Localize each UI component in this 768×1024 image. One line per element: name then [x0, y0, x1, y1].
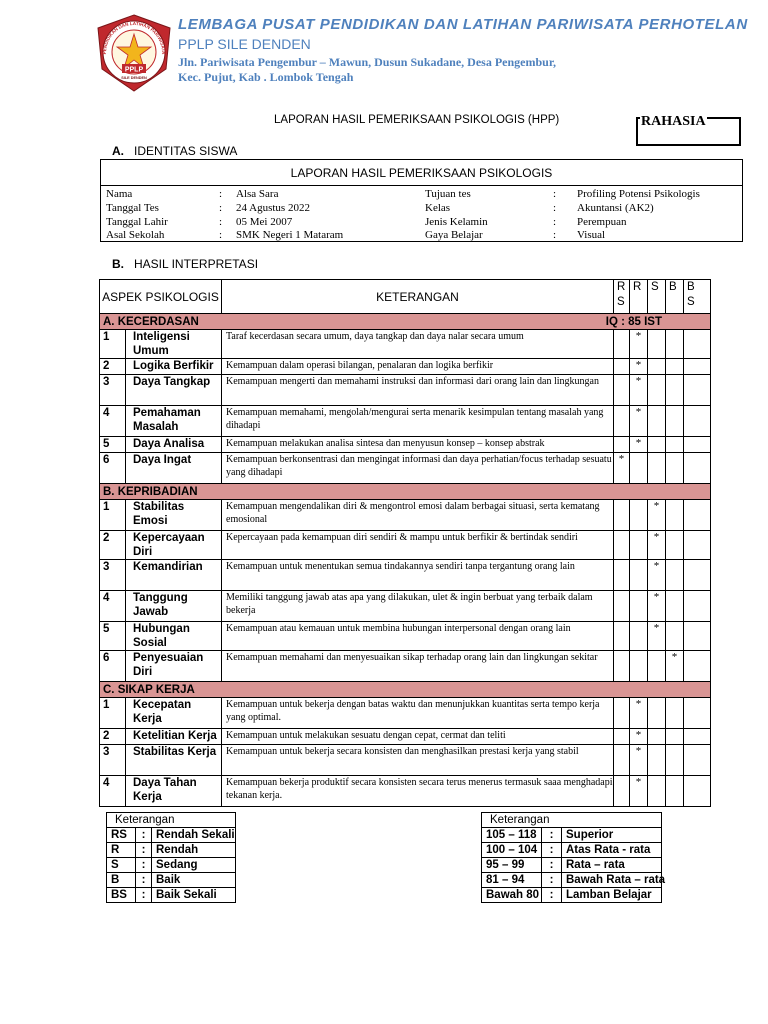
aspect-name: Kepercayaan Diri [126, 531, 222, 560]
identity-sep: : [553, 229, 557, 241]
item-number: 4 [100, 591, 126, 622]
identity-sep: : [219, 229, 223, 241]
identity-sep: : [219, 202, 223, 214]
item-number: 3 [100, 375, 126, 406]
item-number: 4 [100, 776, 126, 807]
rating-cell-bs [684, 776, 711, 807]
rating-cell-rs [614, 359, 630, 375]
aspect-name: Kecepatan Kerja [126, 698, 222, 729]
rating-cell-rs [614, 375, 630, 406]
table-header-row [100, 280, 711, 314]
item-number: 2 [100, 729, 126, 745]
rating-cell-b [666, 453, 684, 484]
aspect-name: Logika Berfikir [126, 359, 222, 375]
table-row [100, 776, 711, 807]
rating-cell-b [666, 591, 684, 622]
center-name: PPLP SILE DENDEN [178, 36, 311, 52]
address-line-1: Jln. Pariwisata Pengembur – Mawun, Dusun Sukadane, Desa Pengembur, [178, 55, 557, 69]
table-row [100, 375, 711, 406]
institution-logo [95, 14, 173, 92]
rating-mark: * [635, 698, 642, 710]
rating-mark: * [635, 745, 642, 757]
aspect-description: Kemampuan untuk bekerja secara konsisten dan menghasilkan prestasi kerja yang stabil [222, 745, 614, 776]
aspect-description: Kemampuan bekerja produktif secara konsisten secara terus menerus termasuk saaa menghadapi tekanan kerja. [222, 776, 614, 807]
b-column-header: B [666, 280, 684, 314]
identity-row [101, 215, 742, 229]
rating-cell-bs [684, 560, 711, 591]
item-number: 4 [100, 406, 126, 437]
identity-value: Visual [577, 229, 606, 241]
aspect-name: Kemandirian [126, 560, 222, 591]
identity-row [101, 228, 742, 242]
legend-meaning: Rendah [152, 843, 236, 858]
legend-title: Keterangan [107, 813, 236, 828]
identity-value: Profiling Potensi Psikologis [577, 188, 700, 200]
rating-cell-bs [684, 745, 711, 776]
rating-cell-s [648, 591, 666, 622]
rating-cell-b [666, 651, 684, 682]
category-row [100, 484, 711, 500]
rating-cell-r [630, 776, 648, 807]
rating-cell-rs [614, 776, 630, 807]
rating-cell-b [666, 531, 684, 560]
rating-cell-bs [684, 531, 711, 560]
rating-cell-r [630, 406, 648, 437]
legend-code: S [107, 858, 136, 873]
section-b-title: HASIL INTERPRETASI [134, 257, 259, 271]
rating-cell-bs [684, 622, 711, 651]
legend-meaning: Atas Rata - rata [562, 843, 662, 858]
rating-cell-bs [684, 729, 711, 745]
item-number: 1 [100, 500, 126, 531]
identity-sep: : [553, 188, 557, 200]
rating-cell-bs [684, 330, 711, 359]
table-row [100, 330, 711, 359]
rating-cell-s [648, 776, 666, 807]
rating-mark: * [635, 330, 642, 342]
rating-cell-b [666, 375, 684, 406]
rating-cell-bs [684, 406, 711, 437]
rating-cell-b [666, 560, 684, 591]
rating-cell-b [666, 698, 684, 729]
rating-cell-rs [614, 698, 630, 729]
legend-sep: : [542, 843, 562, 858]
identity-sep: : [553, 202, 557, 214]
aspect-description: Kepercayaan pada kemampuan diri sendiri & mampu untuk berfikir & bertindak sendiri [222, 531, 614, 560]
rating-mark: * [635, 375, 642, 387]
r-column-header: R [630, 280, 648, 314]
legend-row [107, 843, 236, 858]
item-number: 5 [100, 437, 126, 453]
rating-cell-r [630, 330, 648, 359]
rating-cell-s [648, 406, 666, 437]
identity-sep: : [219, 188, 223, 200]
item-number: 2 [100, 359, 126, 375]
legend-row [482, 828, 662, 843]
legend-code: RS [107, 828, 136, 843]
identity-sep: : [553, 216, 557, 228]
rating-cell-rs [614, 437, 630, 453]
rating-cell-r [630, 531, 648, 560]
aspect-name: Stabilitas Kerja [126, 745, 222, 776]
aspect-description: Taraf kecerdasan secara umum, daya tangkap dan daya nalar secara umum [222, 330, 614, 359]
identity-row [101, 201, 742, 215]
logo-text: PPLP [124, 66, 144, 74]
rating-cell-b [666, 500, 684, 531]
aspect-name: Tanggung Jawab [126, 591, 222, 622]
table-row [100, 745, 711, 776]
rating-cell-bs [684, 500, 711, 531]
legend-sep: : [542, 888, 562, 903]
bs-column-header: B S [684, 280, 711, 314]
identity-label: Asal Sekolah [106, 229, 165, 241]
legend-row [107, 873, 236, 888]
rating-cell-r [630, 437, 648, 453]
rating-cell-s [648, 729, 666, 745]
aspect-description: Kemampuan untuk menentukan semua tindakannya sendiri tanpa tergantung orang lain [222, 560, 614, 591]
aspect-name: Pemahaman Masalah [126, 406, 222, 437]
rating-cell-bs [684, 375, 711, 406]
rating-cell-rs [614, 729, 630, 745]
legend-iq-table [481, 812, 666, 903]
rating-cell-b [666, 745, 684, 776]
iq-score: IQ : 85 IST [605, 315, 662, 328]
legend-meaning: Sedang [152, 858, 236, 873]
rating-cell-r [630, 745, 648, 776]
rating-mark: * [653, 560, 660, 572]
legend-title: Keterangan [482, 813, 662, 828]
table-row [100, 437, 711, 453]
legend-sep: : [136, 843, 152, 858]
rating-mark: * [635, 776, 642, 788]
logo-sub-text: SILE DENDEN [121, 76, 147, 80]
rating-mark: * [653, 622, 660, 634]
identity-label: Gaya Belajar [425, 229, 483, 241]
rating-mark: * [653, 591, 660, 603]
confidential-box [636, 114, 741, 146]
legend-code: R [107, 843, 136, 858]
rating-cell-s [648, 745, 666, 776]
legend-row [482, 858, 662, 873]
rating-mark: * [635, 729, 642, 741]
rating-cell-s [648, 698, 666, 729]
rating-cell-s [648, 500, 666, 531]
aspect-description: Kemampuan mengerti dan memahami instruksi dan informasi dari orang lain dan lingkungan [222, 375, 614, 406]
rating-cell-rs [614, 651, 630, 682]
identity-row [101, 187, 742, 201]
category-cell [100, 484, 711, 500]
rating-mark: * [653, 531, 660, 543]
legend-meaning: Lamban Belajar [562, 888, 662, 903]
aspect-description: Kemampuan untuk bekerja dengan batas waktu dan menunjukkan kuantitas serta tempo kerja yang optimal. [222, 698, 614, 729]
rating-mark: * [635, 406, 642, 418]
rating-mark: * [635, 437, 642, 449]
legend-row [107, 858, 236, 873]
legend-sep: : [136, 873, 152, 888]
aspect-name: Inteligensi Umum [126, 330, 222, 359]
rating-cell-s [648, 375, 666, 406]
interpretation-table [99, 279, 711, 807]
legend-sep: : [136, 858, 152, 873]
legend-code: 95 – 99 [482, 858, 542, 873]
legend-meaning: Rata – rata [562, 858, 662, 873]
item-number: 1 [100, 698, 126, 729]
rating-cell-bs [684, 591, 711, 622]
legend-sep: : [136, 828, 152, 843]
section-b-number: B. [112, 257, 124, 271]
legend-title-row [107, 813, 236, 828]
aspect-description: Kemampuan mengendalikan diri & mengontrol emosi dalam berbagai situasi, serta kematang emosional [222, 500, 614, 531]
item-number: 3 [100, 745, 126, 776]
legend-sep: : [542, 828, 562, 843]
rating-cell-rs [614, 453, 630, 484]
rating-cell-r [630, 453, 648, 484]
legend-row [482, 888, 662, 903]
legend-meaning: Baik Sekali [152, 888, 236, 903]
rating-cell-rs [614, 500, 630, 531]
rating-cell-s [648, 622, 666, 651]
aspect-name: Stabilitas Emosi [126, 500, 222, 531]
rating-mark: * [653, 500, 660, 512]
rating-mark: * [671, 651, 678, 663]
identity-value: Alsa Sara [236, 188, 279, 200]
rating-cell-bs [684, 698, 711, 729]
aspect-description: Kemampuan atau kemauan untuk membina hubungan interpersonal dengan orang lain [222, 622, 614, 651]
aspect-description: Kemampuan dalam operasi bilangan, penalaran dan logika berfikir [222, 359, 614, 375]
identity-label: Tujuan tes [425, 188, 471, 200]
rating-cell-s [648, 651, 666, 682]
table-row [100, 729, 711, 745]
identity-label: Jenis Kelamin [425, 216, 488, 228]
rating-cell-r [630, 651, 648, 682]
aspect-description: Memiliki tanggung jawab atas apa yang dilakukan, ulet & ingin berbuat yang terbaik dalam bekerja [222, 591, 614, 622]
category-cell [100, 682, 711, 698]
table-row [100, 531, 711, 560]
rating-cell-rs [614, 330, 630, 359]
identity-value: 24 Agustus 2022 [236, 202, 310, 214]
legend-code: Bawah 80 [482, 888, 542, 903]
rating-cell-rs [614, 531, 630, 560]
rating-cell-bs [684, 359, 711, 375]
document-title: LAPORAN HASIL PEMERIKSAAN PSIKOLOGIS (HPP) [274, 114, 560, 126]
section-a-heading [112, 144, 237, 158]
legend-row [482, 843, 662, 858]
rating-cell-b [666, 622, 684, 651]
rating-cell-r [630, 591, 648, 622]
aspect-name: Daya Tangkap [126, 375, 222, 406]
item-number: 3 [100, 560, 126, 591]
legend-code: B [107, 873, 136, 888]
legend-row [482, 873, 662, 888]
aspect-description: Kemampuan untuk melakukan sesuatu dengan cepat, cermat dan teliti [222, 729, 614, 745]
identity-label: Kelas [425, 202, 451, 214]
section-a-number: A. [112, 144, 124, 158]
address-line-2: Kec. Pujut, Kab . Lombok Tengah [178, 70, 354, 84]
rating-cell-r [630, 560, 648, 591]
category-row [100, 682, 711, 698]
logo-ring-text: PENDIDIKAN DAN LATIHAN PARIWISATA [101, 20, 167, 55]
identity-sep: : [219, 216, 223, 228]
table-row [100, 406, 711, 437]
legend-row [107, 828, 236, 843]
legend-code: BS [107, 888, 136, 903]
rating-cell-rs [614, 591, 630, 622]
rating-cell-bs [684, 651, 711, 682]
legend-sep: : [542, 858, 562, 873]
item-number: 1 [100, 330, 126, 359]
rating-cell-r [630, 500, 648, 531]
identity-value: Akuntansi (AK2) [577, 202, 654, 214]
table-row [100, 560, 711, 591]
table-row [100, 359, 711, 375]
legend-code: 105 – 118 [482, 828, 542, 843]
rating-cell-s [648, 359, 666, 375]
category-label: B. KEPRIBADIAN [103, 485, 198, 498]
legend-meaning: Baik [152, 873, 236, 888]
rating-cell-r [630, 698, 648, 729]
institution-name: LEMBAGA PUSAT PENDIDIKAN DAN LATIHAN PARIWISATA PERHOTELAN [178, 16, 748, 33]
aspect-name: Hubungan Sosial [126, 622, 222, 651]
table-row [100, 651, 711, 682]
aspect-column-header: ASPEK PSIKOLOGIS [100, 280, 222, 314]
legend-level-table [106, 812, 236, 903]
rating-cell-b [666, 776, 684, 807]
rating-cell-r [630, 622, 648, 651]
s-column-header: S [648, 280, 666, 314]
rating-cell-rs [614, 406, 630, 437]
aspect-name: Daya Tahan Kerja [126, 776, 222, 807]
item-number: 2 [100, 531, 126, 560]
aspect-name: Ketelitian Kerja [126, 729, 222, 745]
legend-meaning: Rendah Sekali [152, 828, 236, 843]
rating-cell-s [648, 560, 666, 591]
rating-cell-b [666, 406, 684, 437]
identity-box [100, 159, 743, 242]
legend-sep: : [542, 873, 562, 888]
category-cell [100, 314, 711, 330]
rating-cell-bs [684, 453, 711, 484]
identity-label: Tanggal Lahir [106, 216, 168, 228]
table-row [100, 500, 711, 531]
rating-cell-b [666, 359, 684, 375]
table-row [100, 591, 711, 622]
table-row [100, 453, 711, 484]
legend-row [107, 888, 236, 903]
rating-mark: * [618, 453, 625, 465]
aspect-description: Kemampuan berkonsentrasi dan mengingat informasi dan daya perhatian/focus terhadap sesuatu yang dihadapi [222, 453, 614, 484]
item-number: 6 [100, 453, 126, 484]
category-row [100, 314, 711, 330]
identity-label: Tanggal Tes [106, 202, 159, 214]
rating-cell-rs [614, 745, 630, 776]
aspect-description: Kemampuan memahami, mengolah/mengurai serta menarik kesimpulan tentang masalah yang dihadapi [222, 406, 614, 437]
identity-box-title: LAPORAN HASIL PEMERIKSAAN PSIKOLOGIS [101, 160, 742, 186]
identity-value: Perempuan [577, 216, 627, 228]
rating-cell-s [648, 330, 666, 359]
legend-meaning: Bawah Rata – rata [562, 873, 662, 888]
rating-cell-b [666, 330, 684, 359]
legend-code: 81 – 94 [482, 873, 542, 888]
rating-cell-rs [614, 622, 630, 651]
legend-title-row [482, 813, 662, 828]
item-number: 6 [100, 651, 126, 682]
rating-cell-s [648, 437, 666, 453]
category-label: A. KECERDASAN [103, 315, 199, 328]
rating-cell-r [630, 729, 648, 745]
rating-cell-rs [614, 560, 630, 591]
rating-cell-bs [684, 437, 711, 453]
aspect-name: Penyesuaian Diri [126, 651, 222, 682]
category-label: C. SIKAP KERJA [103, 683, 195, 696]
legend-sep: : [136, 888, 152, 903]
table-row [100, 622, 711, 651]
section-b-heading [112, 257, 258, 271]
rating-mark: * [635, 359, 642, 371]
legend-code: 100 – 104 [482, 843, 542, 858]
aspect-name: Daya Ingat [126, 453, 222, 484]
identity-label: Nama [106, 188, 133, 200]
section-a-title: IDENTITAS SISWA [134, 144, 238, 158]
item-number: 5 [100, 622, 126, 651]
identity-value: 05 Mei 2007 [236, 216, 293, 228]
identity-value: SMK Negeri 1 Mataram [236, 229, 344, 241]
description-column-header: KETERANGAN [222, 280, 614, 314]
legend-meaning: Superior [562, 828, 662, 843]
aspect-description: Kemampuan melakukan analisa sintesa dan menyusun konsep – konsep abstrak [222, 437, 614, 453]
confidential-label: RAHASIA [641, 114, 706, 129]
table-row [100, 698, 711, 729]
rating-cell-b [666, 729, 684, 745]
aspect-name: Daya Analisa [126, 437, 222, 453]
rating-cell-s [648, 453, 666, 484]
rating-cell-b [666, 437, 684, 453]
rating-cell-r [630, 359, 648, 375]
rs-column-header: R S [614, 280, 630, 314]
rating-cell-s [648, 531, 666, 560]
rating-cell-r [630, 375, 648, 406]
aspect-description: Kemampuan memahami dan menyesuaikan sikap terhadap orang lain dan lingkungan sekitar [222, 651, 614, 682]
